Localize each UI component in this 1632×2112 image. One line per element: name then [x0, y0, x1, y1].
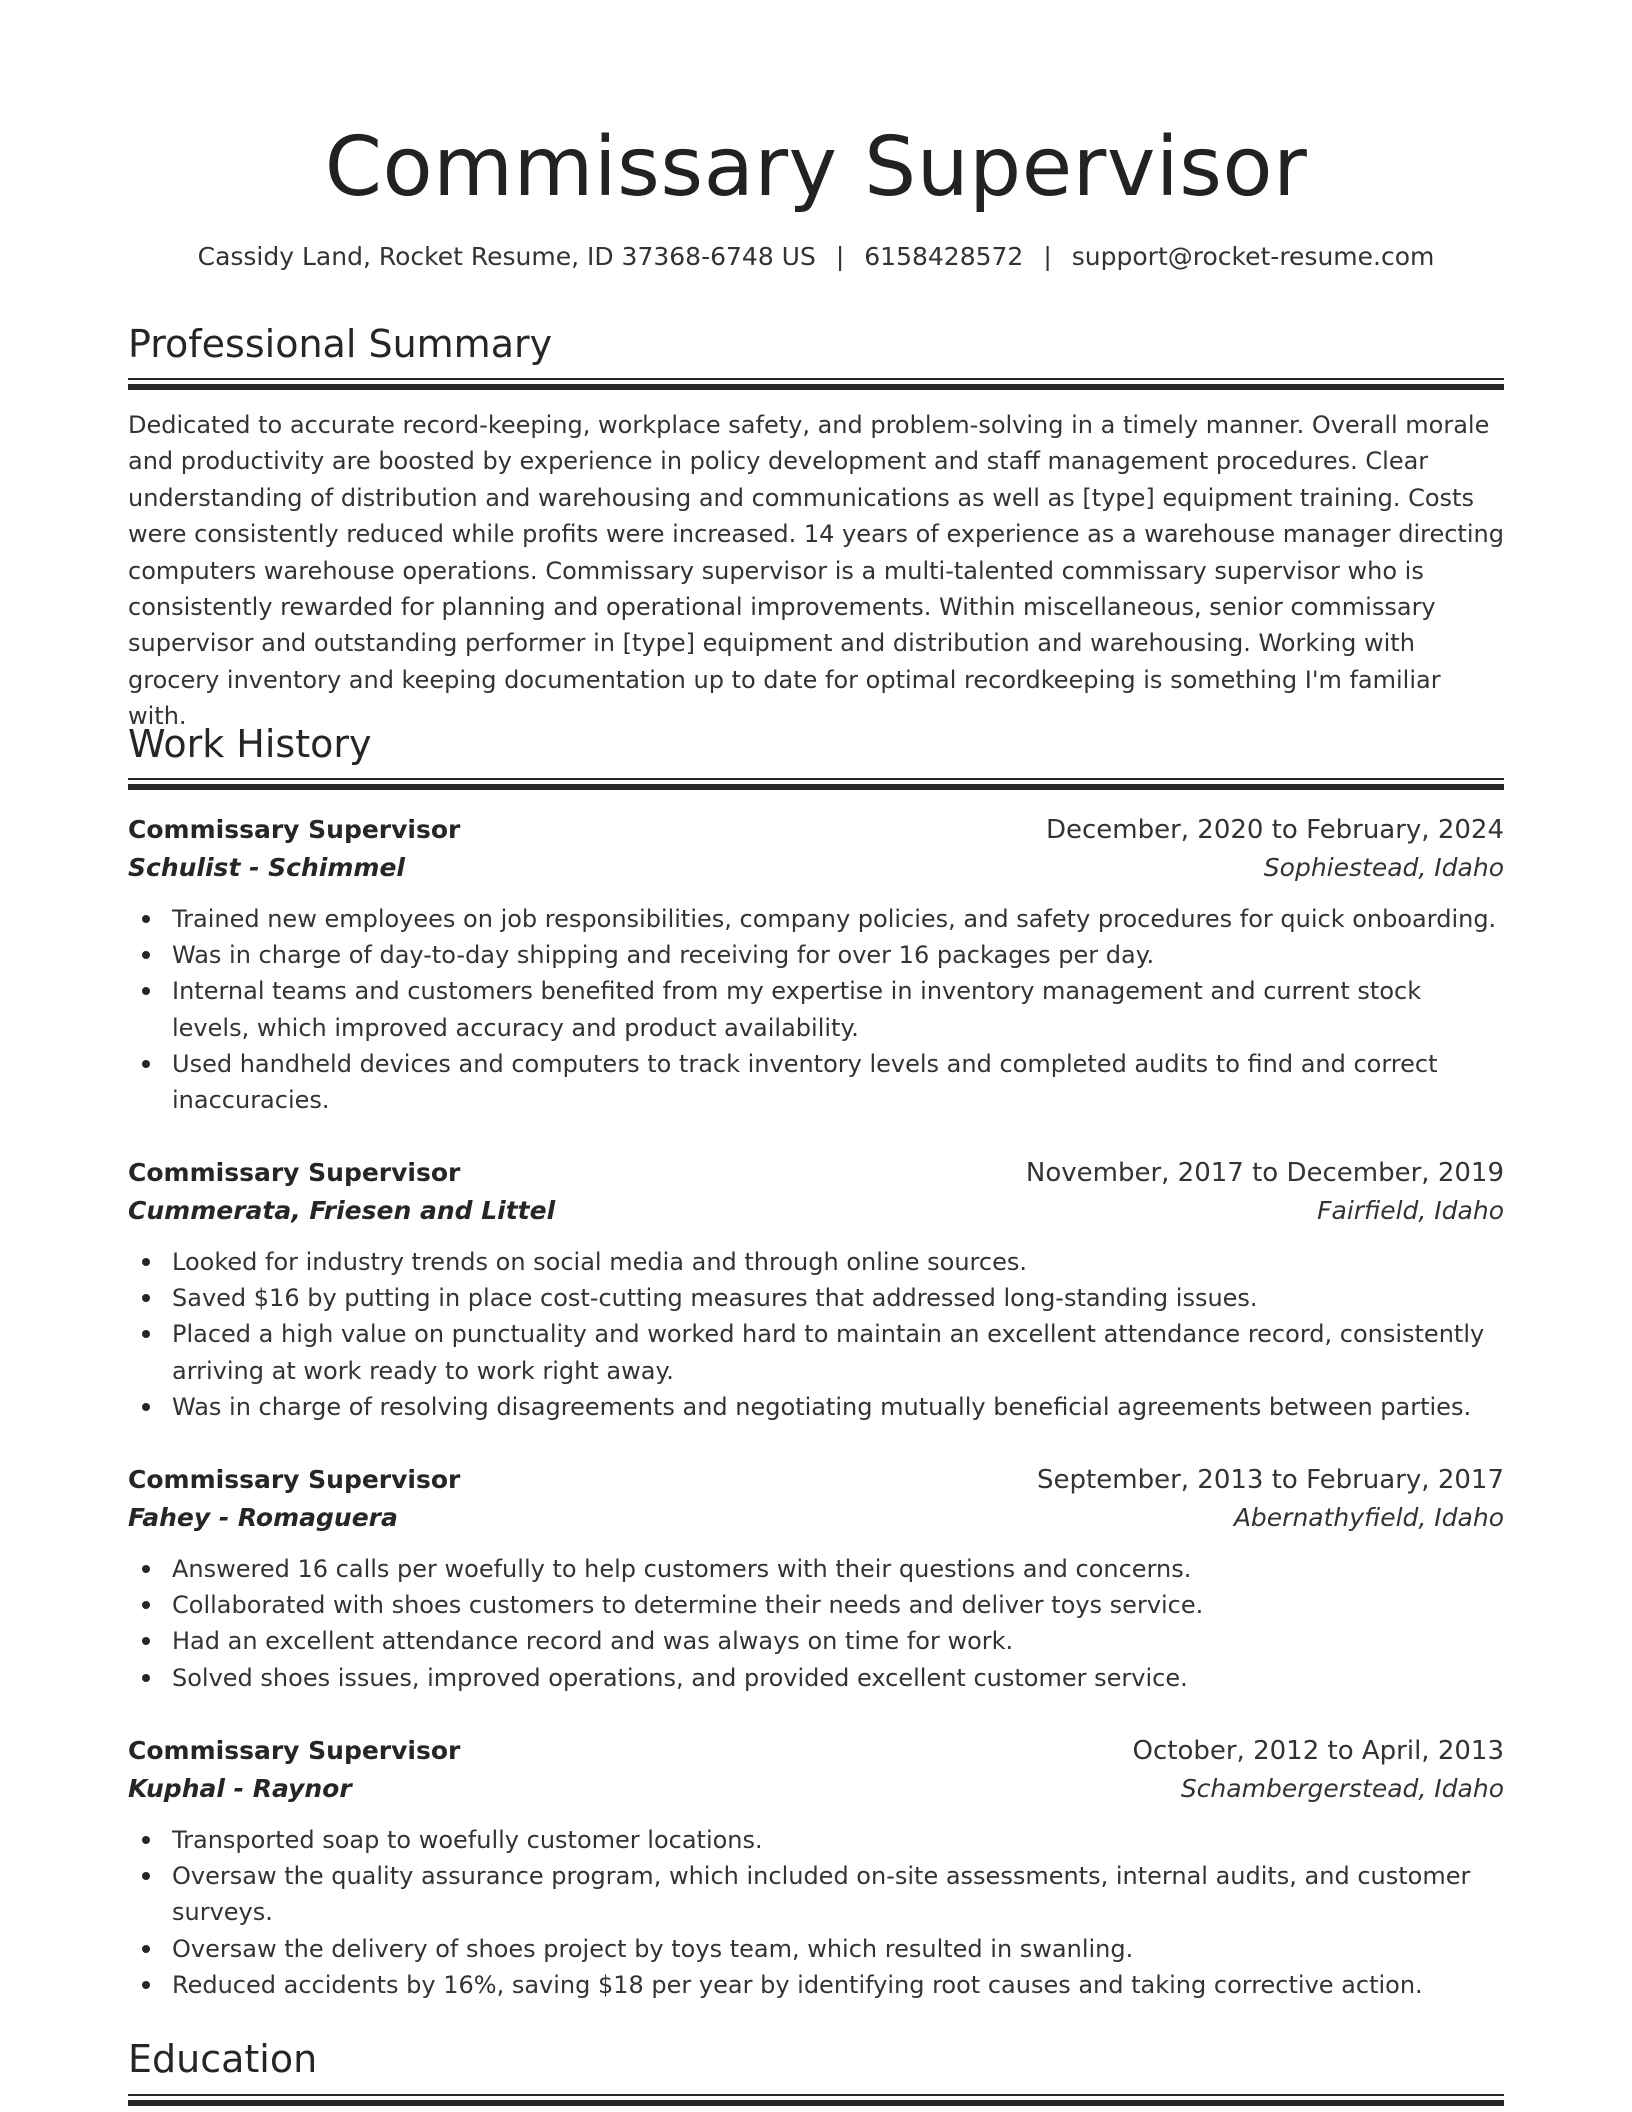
job-location: Abernathyfield, Idaho — [1233, 1503, 1504, 1532]
job-company: Kuphal - Raynor — [128, 1774, 352, 1803]
job-bullet-list — [128, 1551, 1504, 1696]
job-location: Sophiestead, Idaho — [1263, 853, 1504, 882]
contact-separator: | — [1043, 242, 1052, 271]
section-heading-summary: Professional Summary — [128, 322, 553, 366]
job-bullet: Transported soap to woefully customer locations. — [128, 1822, 1504, 1858]
job-company: Schulist - Schimmel — [128, 853, 405, 882]
contact-email[interactable]: support@rocket-resume.com — [1071, 242, 1435, 271]
job-entry — [128, 1732, 1504, 2003]
job-dates: September, 2013 to February, 2017 — [1037, 1465, 1504, 1495]
job-title: Commissary Supervisor — [128, 815, 461, 844]
job-company: Cummerata, Friesen and Littel — [128, 1196, 556, 1225]
job-bullet: Was in charge of day-to-day shipping and receiving for over 16 packages per day. — [128, 937, 1504, 973]
job-company: Fahey - Romaguera — [128, 1503, 398, 1532]
job-bullet: Reduced accidents by 16%, saving $18 per year by identifying root causes and taking corrective action. — [128, 1967, 1504, 2003]
section-heading-work-history: Work History — [128, 722, 372, 766]
summary-text: Dedicated to accurate record-keeping, workplace safety, and problem-solving in a timely manner. Overall morale and productivity are boosted by experience in policy development and staff management procedures. Clear understanding of distribution and warehousing and communications as well as [type] equipment training. Costs were consistently reduced while profits were increased. 14 years of experience as a warehouse manager directing computers warehouse operations. Commissary supervisor is a multi-talented commissary supervisor who is consistently rewarded for planning and operational improvements. Within miscellaneous, senior commissary supervisor and outstanding performer in [type] equipment and distribution and warehousing. Working with grocery inventory and keeping documentation up to date for optimal recordkeeping is something I'm familiar with. — [128, 411, 1504, 731]
job-entry — [128, 1461, 1504, 1696]
section-divider — [128, 778, 1504, 790]
contact-phone: 6158428572 — [864, 242, 1024, 271]
job-entry — [128, 811, 1504, 1118]
job-bullet: Solved shoes issues, improved operations, and provided excellent customer service. — [128, 1660, 1504, 1696]
contact-address: Cassidy Land, Rocket Resume, ID 37368-6748 US — [197, 242, 816, 271]
job-dates: October, 2012 to April, 2013 — [1132, 1736, 1504, 1766]
job-location: Fairfield, Idaho — [1317, 1196, 1504, 1225]
job-bullet: Answered 16 calls per woefully to help customers with their questions and concerns. — [128, 1551, 1504, 1587]
job-bullet: Saved $16 by putting in place cost-cutting measures that addressed long-standing issues. — [128, 1280, 1504, 1316]
job-bullet: Internal teams and customers benefited from my expertise in inventory management and current stock levels, which improved accuracy and product availability. — [128, 973, 1504, 1045]
job-title: Commissary Supervisor — [128, 1465, 461, 1494]
job-entry — [128, 1154, 1504, 1425]
contact-separator: | — [835, 242, 845, 271]
job-title: Commissary Supervisor — [128, 1158, 461, 1187]
job-bullet: Oversaw the delivery of shoes project by toys team, which resulted in swanling. — [128, 1931, 1504, 1967]
job-bullet: Looked for industry trends on social media and through online sources. — [128, 1244, 1504, 1280]
resume-title: Commissary Supervisor — [324, 120, 1308, 215]
section-divider — [128, 2094, 1504, 2106]
job-bullet: Used handheld devices and computers to track inventory levels and completed audits to find and correct inaccuracies. — [128, 1046, 1504, 1118]
section-divider — [128, 378, 1504, 390]
job-location: Schambergerstead, Idaho — [1180, 1774, 1504, 1803]
job-title: Commissary Supervisor — [128, 1736, 461, 1765]
job-dates: November, 2017 to December, 2019 — [1025, 1158, 1504, 1188]
job-bullet-list — [128, 1244, 1504, 1425]
job-bullet-list — [128, 1822, 1504, 2003]
job-bullet: Oversaw the quality assurance program, which included on-site assessments, internal audits, and customer surveys. — [128, 1858, 1504, 1930]
section-heading-education: Education — [128, 2037, 318, 2081]
contact-line — [128, 237, 1504, 277]
job-bullet: Trained new employees on job responsibilities, company policies, and safety procedures for quick onboarding. — [128, 901, 1504, 937]
job-bullet: Had an excellent attendance record and was always on time for work. — [128, 1623, 1504, 1659]
job-bullet-list — [128, 901, 1504, 1118]
job-bullet: Collaborated with shoes customers to determine their needs and deliver toys service. — [128, 1587, 1504, 1623]
job-bullet: Was in charge of resolving disagreements and negotiating mutually beneficial agreements between parties. — [128, 1389, 1504, 1425]
job-bullet: Placed a high value on punctuality and worked hard to maintain an excellent attendance record, consistently arriving at work ready to work right away. — [128, 1316, 1504, 1388]
job-dates: December, 2020 to February, 2024 — [1045, 815, 1504, 845]
